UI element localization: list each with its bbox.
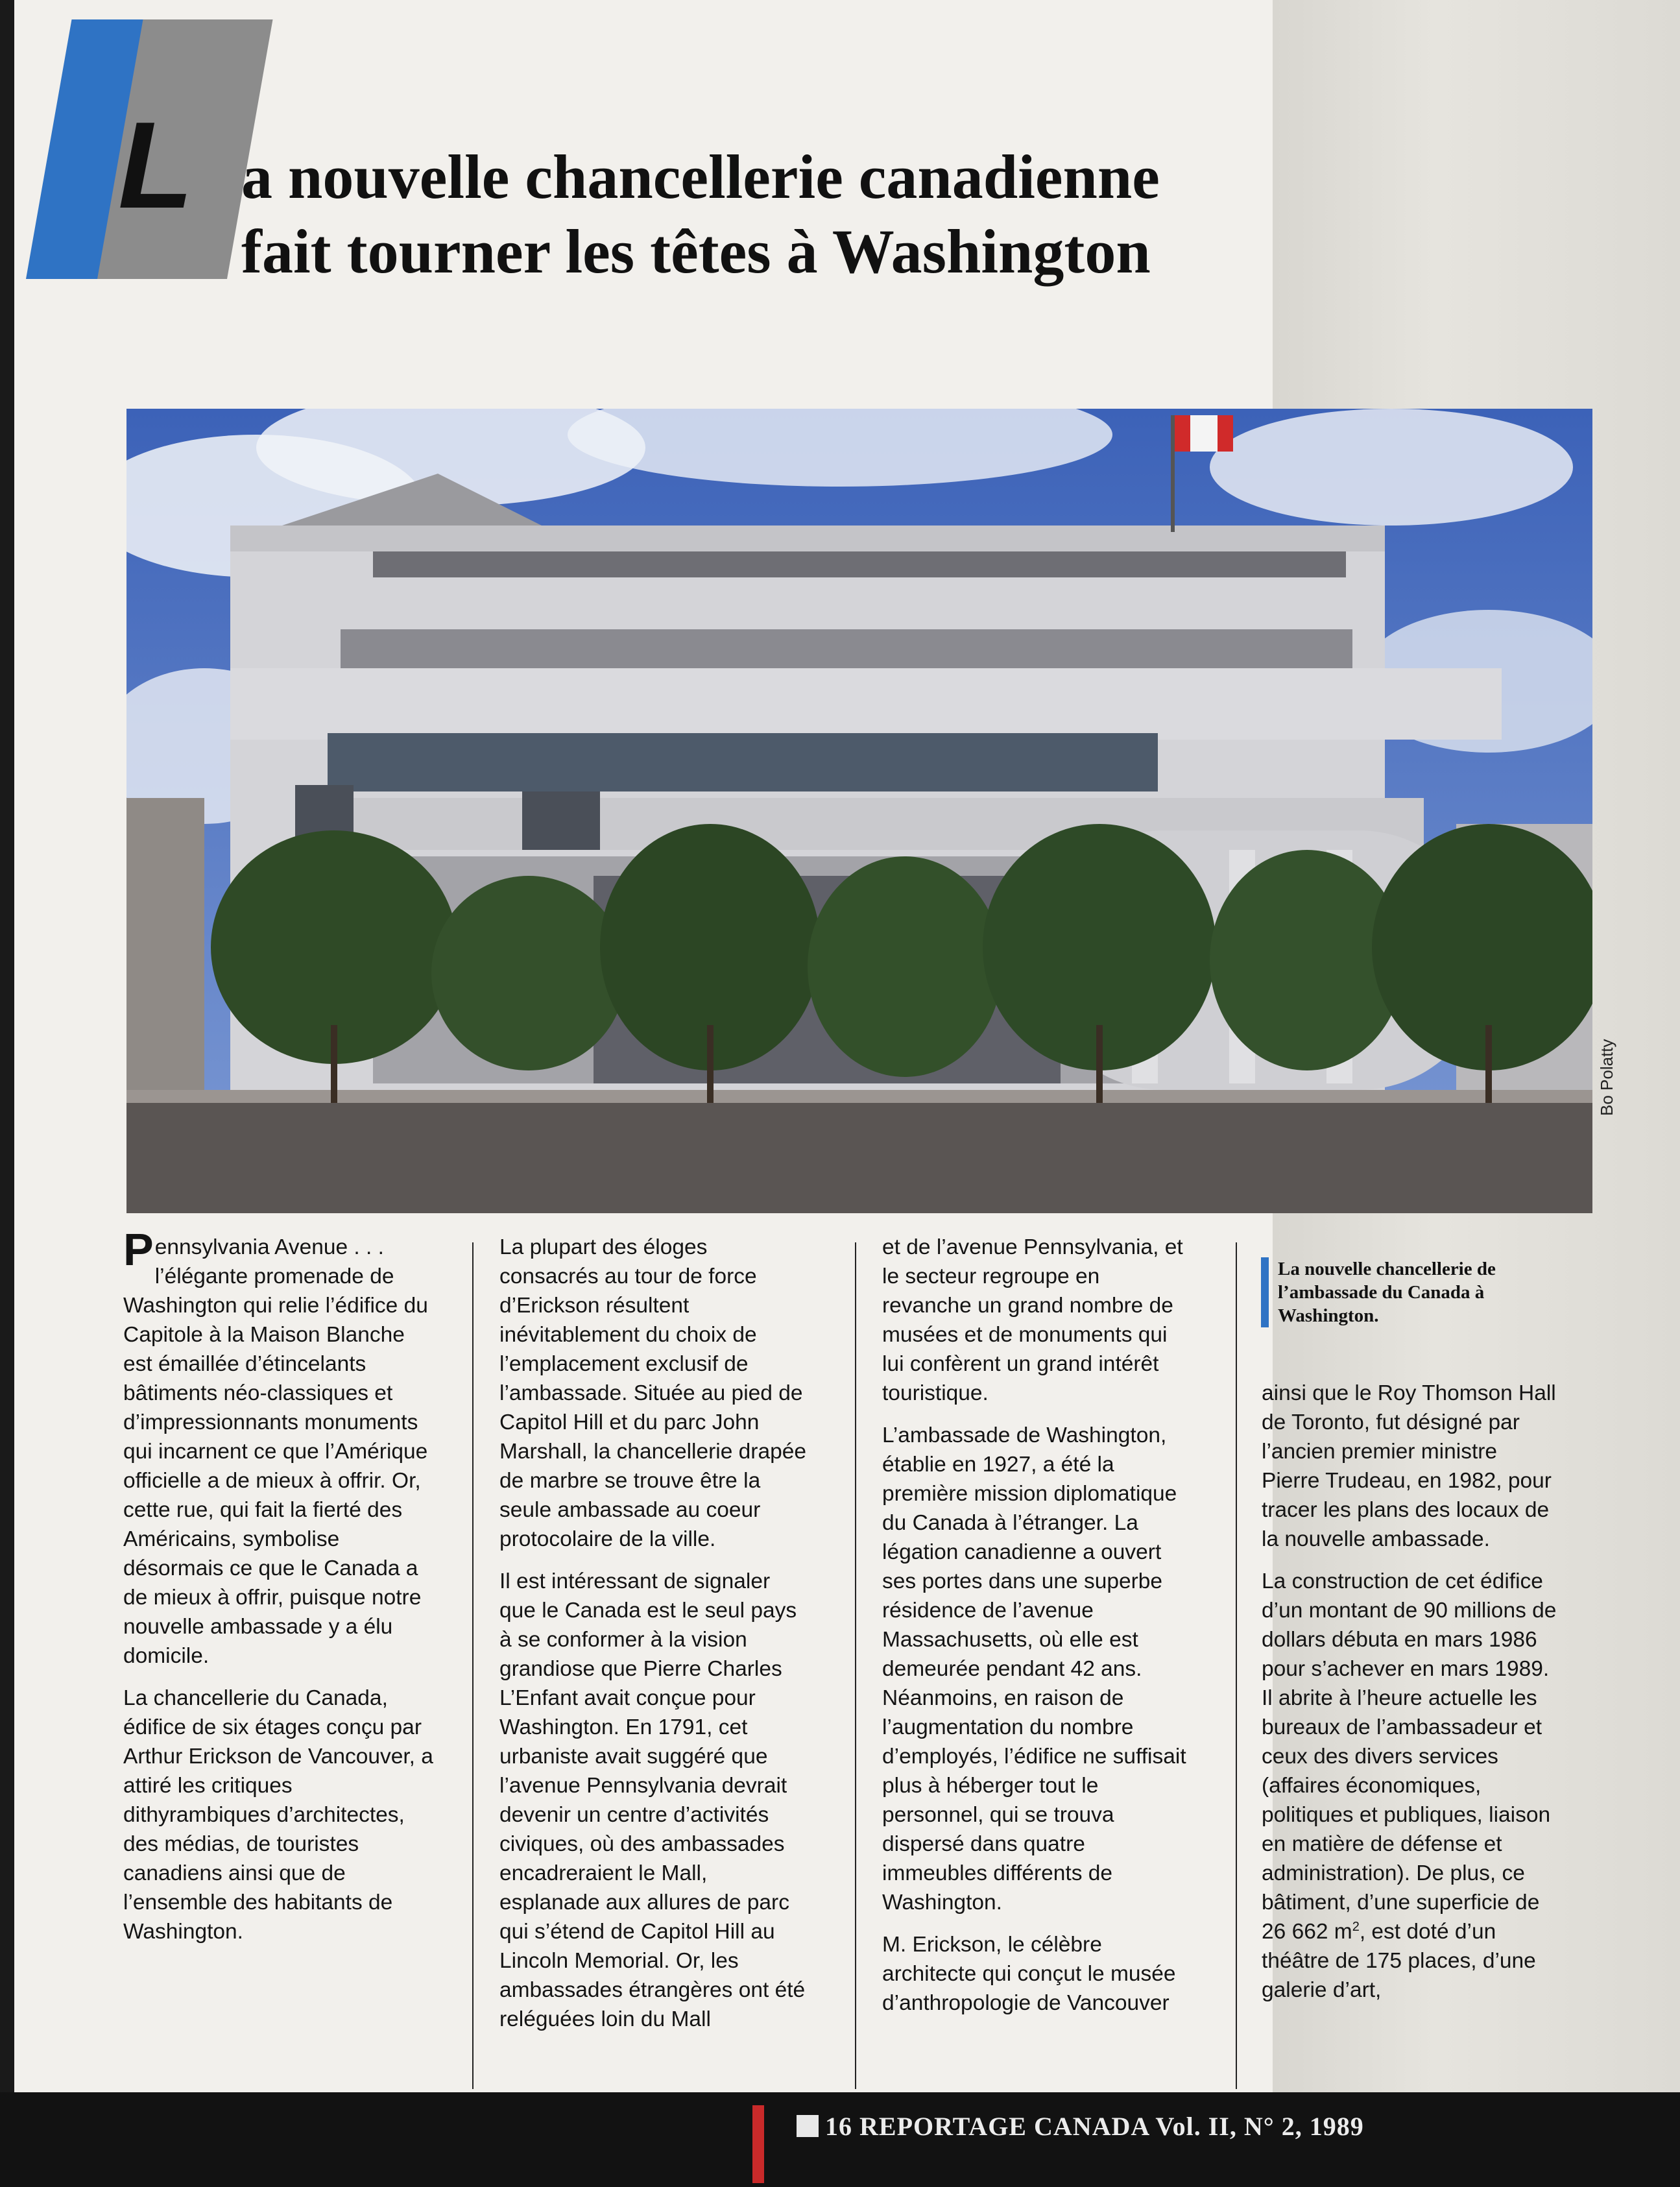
article-column-3 [882,1233,1194,2031]
headline-drop-letter: L [118,97,194,234]
photo-caption: La nouvelle chancellerie de l’ambassade du Canada à Washington. [1261,1257,1550,1327]
column-rule [1236,1242,1237,2089]
article-paragraph: La plupart des éloges consacrés au tour de force d’Erickson résultent inévitablement du choix de l’emplacement exclusif de l’ambassade. Située au pied de Capitol Hill et du parc John Marshall, la chancellerie drapée de marbre se trouve être la seule ambassade au coeur protocolaire de la ville. [499,1235,806,1551]
article-paragraph: L’ambassade de Washington, établie en 1927, a été la première mission diplomatique du Canada à l’étranger. La légation canadienne a ouvert ses portes dans une superbe résidence de l’avenue Massachusetts, où elle est demeurée pendant 42 ans. Néanmoins, en raison de l’augmentation du nombre d’employés, l’édifice ne suffisait plus à héberger tout le personnel, qui se trouva dispersé dans quatre immeubles différents de Washington. [882,1423,1186,1915]
drop-cap: P [123,1224,154,1275]
article-column-1 [123,1224,435,1959]
article-paragraph: La chancellerie du Canada, édifice de six étages conçu par Arthur Erickson de Vancouver, a attiré les critiques dithyrambiques d’architectes, des médias, de touristes canadiens ainsi que de l’ensemble des habitants de Washington. [123,1686,433,1944]
page-footer: 16 REPORTAGE CANADA Vol. II, N° 2, 1989 [825,2112,1364,2141]
photo-credit: Bo Polatty [1597,1039,1616,1116]
headline-line-2: fait tourner les têtes à Washington [241,217,1151,286]
headline-line-1: a nouvelle chancellerie canadienne [241,142,1160,211]
article-paragraph: Il est intéressant de signaler que le Canada est le seul pays à se conformer à la vision grandiose que Pierre Charles L’Enfant avait conçue pour Washington. En 1791, cet urbaniste avait suggéré que l’avenue Pennsylvania devrait devenir un centre d’activités civiques, où des ambassades encadreraient le Mall, esplanade aux allures de parc qui s’étend de Capitol Hill au Lincoln Memorial. Or, les ambassades étrangères ont été reléguées loin du Mall [499,1569,806,2031]
column-rule [472,1242,474,2089]
footer-red-bar [752,2105,764,2183]
column-rule [855,1242,856,2089]
article-paragraph: M. Erickson, le célèbre architecte qui conçut le musée d’anthropologie de Vancouver [882,1933,1176,2015]
embassy-photo [126,409,1592,1213]
article-column-2 [499,1233,811,2047]
footer-square-icon [797,2115,819,2137]
article-paragraph: La construction de cet édifice d’un montant de 90 millions de dollars débuta en mars 1986 pour s’achever en mars 1989. Il abrite à l’heure actuelle les bureaux de l’ambassadeur et ceux des divers services (affaires économiques, politiques et publiques, liaison en matière de défense et administration). De plus, ce bâtiment, d’une superficie de 26 662 $m^2$, est doté d’un théâtre de 175 places, d’une galerie d’art, [1262,1569,1557,2002]
article-paragraph: et de l’avenue Pennsylvania, et le secteur regroupe en revanche un grand nombre de musées et de monuments qui lui confèrent un grand intérêt touristique. [882,1235,1183,1405]
article-paragraph: Pennsylvania Avenue . . . l’élégante promenade de Washington qui relie l’édifice du Capitole à la Maison Blanche est émaillée d’étincelants bâtiments néo-classiques et d’impressionnants monuments qui incarnent ce que l’Amérique officielle a de mieux à offrir. Or, cette rue, qui fait la fierté des Américains, symbolise désormais ce que le Canada a de mieux à offrir, puisque notre nouvelle ambassade y a élu domicile. [123,1224,428,1668]
headline [241,139,1266,289]
article-paragraph: ainsi que le Roy Thomson Hall de Toronto, fut désigné par l’ancien premier ministre Pierre Trudeau, en 1982, pour tracer les plans des locaux de la nouvelle ambassade. [1262,1381,1556,1551]
article-column-4 [1262,1379,1560,2018]
